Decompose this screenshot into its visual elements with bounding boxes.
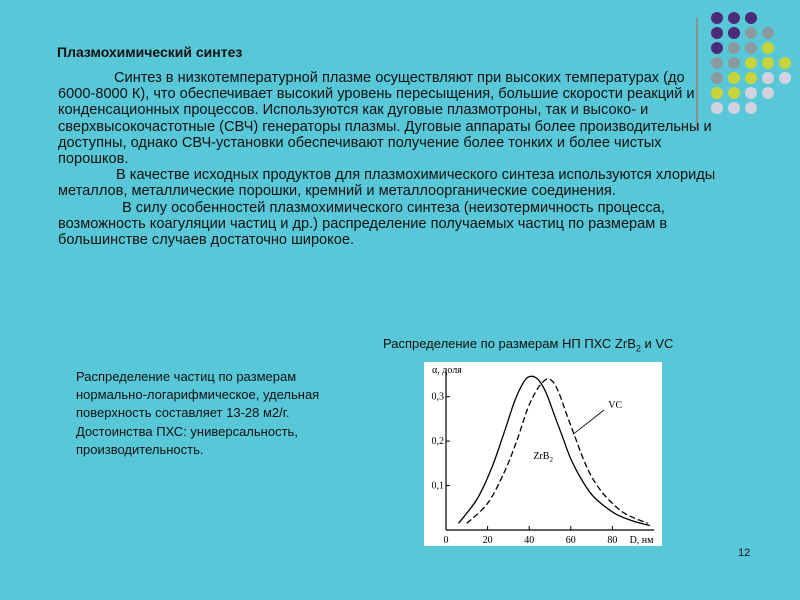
decor-dot: [762, 57, 774, 69]
decor-dot: [711, 27, 723, 39]
decor-dot: [728, 72, 740, 84]
body-paragraph: В качестве исходных продуктов для плазмохимического синтеза используются хлориды металлов, металлические порошки, кремний и металлоорганические соединения.: [58, 167, 716, 200]
y-tick-label: 0,1: [431, 480, 444, 492]
x-tick-label: 40: [524, 535, 535, 546]
series-label-leader: [573, 410, 604, 434]
decor-dot: [745, 27, 757, 39]
decor-dot: [745, 42, 757, 54]
x-tick-label: 80: [607, 535, 618, 546]
body-paragraph: Синтез в низкотемпературной плазме осуществляют при высоких температурах (до 6000-8000 К), что обеспечивает высокий уровень пересыщения, большие скорости реакций и конденсационных процессов. Используются как дуговые плазмотроны, так и высоко- и сверхвысокочастотные (СВЧ) генераторы плазмы. Дуговые аппараты более производительны и доступны, однако СВЧ-установки обеспечивают получение более тонких и более чистых порошков.: [58, 70, 712, 168]
chart-caption: [383, 336, 673, 354]
slide-title: Плазмохимический синтез: [57, 44, 243, 60]
chart-caption-suffix: и VC: [640, 336, 674, 351]
size-distribution-chart: [424, 362, 662, 546]
y-tick-label: 0,2: [431, 436, 444, 448]
decor-dot: [711, 57, 723, 69]
chart-caption-text: Распределение по размерам НП ПХС ZrB: [383, 336, 636, 351]
decor-dot: [779, 57, 791, 69]
side-paragraph: Распределение частиц по размерам нормально-логарифмическое, удельная поверхность составляет 13-28 м2/г.: [76, 369, 320, 421]
chart-caption-subscript: 2: [635, 343, 641, 354]
decor-dot: [762, 42, 774, 54]
decor-dot: [728, 102, 740, 114]
x-tick-label: 20: [482, 535, 493, 546]
y-axis-label: α, доля: [432, 365, 462, 376]
decor-dot: [711, 42, 723, 54]
series-label-zrb2: ZrB$_2$: [533, 450, 553, 464]
chart-panel: [424, 362, 662, 546]
x-tick-label: 0: [443, 535, 449, 546]
decor-dot: [728, 87, 740, 99]
decor-dot: [745, 102, 757, 114]
body-paragraph: В силу особенностей плазмохимического синтеза (неизотермичность процесса, возможность коагуляции частиц и др.) распределение получаемых частиц по размерам в большинстве случаев достаточно широкое.: [58, 199, 668, 249]
decor-dot: [728, 12, 740, 24]
decor-dot: [762, 72, 774, 84]
x-tick-label: 60: [565, 535, 576, 546]
decor-dot: [762, 87, 774, 99]
slide-body: [58, 70, 718, 248]
decor-dot: [762, 27, 774, 39]
decor-dot: [779, 72, 791, 84]
series-label-vc: VC: [608, 399, 623, 411]
decor-dot: [745, 12, 757, 24]
decor-dot: [745, 72, 757, 84]
decor-dot: [711, 12, 723, 24]
decor-dot: [728, 27, 740, 39]
side-description: [76, 368, 366, 459]
decor-dot: [745, 57, 757, 69]
decor-dot: [728, 57, 740, 69]
page-number: 12: [738, 547, 751, 559]
side-paragraph: Достоинства ПХС: универсальность, производительность.: [76, 423, 298, 457]
decor-dot: [728, 42, 740, 54]
x-axis-label: D, нм: [629, 535, 654, 546]
decor-dot: [745, 87, 757, 99]
y-tick-label: 0,3: [431, 391, 444, 403]
